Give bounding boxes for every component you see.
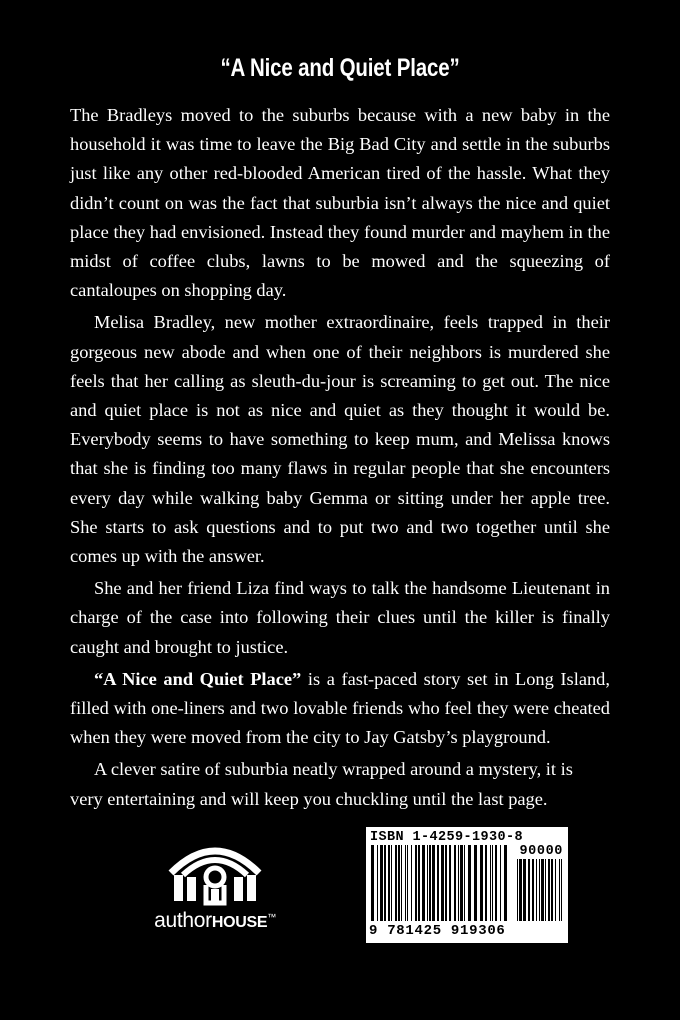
authorhouse-logo-icon <box>165 835 265 907</box>
blurb-paragraph-5: A clever satire of suburbia neatly wrapped around a mystery, it is very entertaining and will keep you chuckling until the last page. <box>70 759 573 809</box>
blurb-paragraph-3: She and her friend Liza find ways to talk the handsome Lieutenant in charge of the case into following their clues until the killer is finally caught and brought to justice. <box>70 578 610 657</box>
price-code: 90000 <box>519 844 563 859</box>
book-title: “A Nice and Quiet Place” <box>220 54 460 82</box>
title-reference: “A Nice and Quiet Place” <box>94 668 302 689</box>
isbn-label: ISBN 1-4259-1930-8 <box>370 830 524 845</box>
ean-digits: 9 781425 919306 <box>369 923 506 939</box>
blurb-paragraph-1: The Bradleys moved to the suburbs because with a new baby in the household it was time to leave the Big Bad City and settle in the suburbs just like any other red-blooded American tired of the hassle. What they didn’t count on was the fact that suburbia isn’t always the nice and quiet place they had envisioned. Instead they found murder and mayhem in the midst of coffee clubs, lawns to be mowed and the squeezing of cantaloupes on shopping day. <box>70 105 610 301</box>
isbn-barcode <box>366 827 568 943</box>
publisher-logo <box>140 835 290 935</box>
blurb-text <box>70 101 610 817</box>
blurb-paragraph-2: Melisa Bradley, new mother extraordinaire, feels trapped in their gorgeous new abode and when one of their neighbors is murdered she feels that her calling as sleuth-du-jour is screaming to get out. The nice and quiet place is not as nice and quiet as they thought it would be. Everybody seems to have something to keep mum, and Melissa knows that she is finding too many flaws in regular people that she encounters every day while walking baby Gemma or sitting under her apple tree. She starts to ask questions and to put two and two together until she comes up with the answer. <box>70 312 610 567</box>
barcode-bars <box>371 845 565 925</box>
publisher-name: authorHOUSE™ <box>154 909 276 932</box>
blurb-paragraph-4 <box>70 665 610 753</box>
blurb-paragraph-4-text: is a fast-paced story set in Long Island, filled with one-liners and two lovable friends who feel they were cheated when they were moved from the city to Jay Gatsby’s playground. <box>70 668 610 748</box>
